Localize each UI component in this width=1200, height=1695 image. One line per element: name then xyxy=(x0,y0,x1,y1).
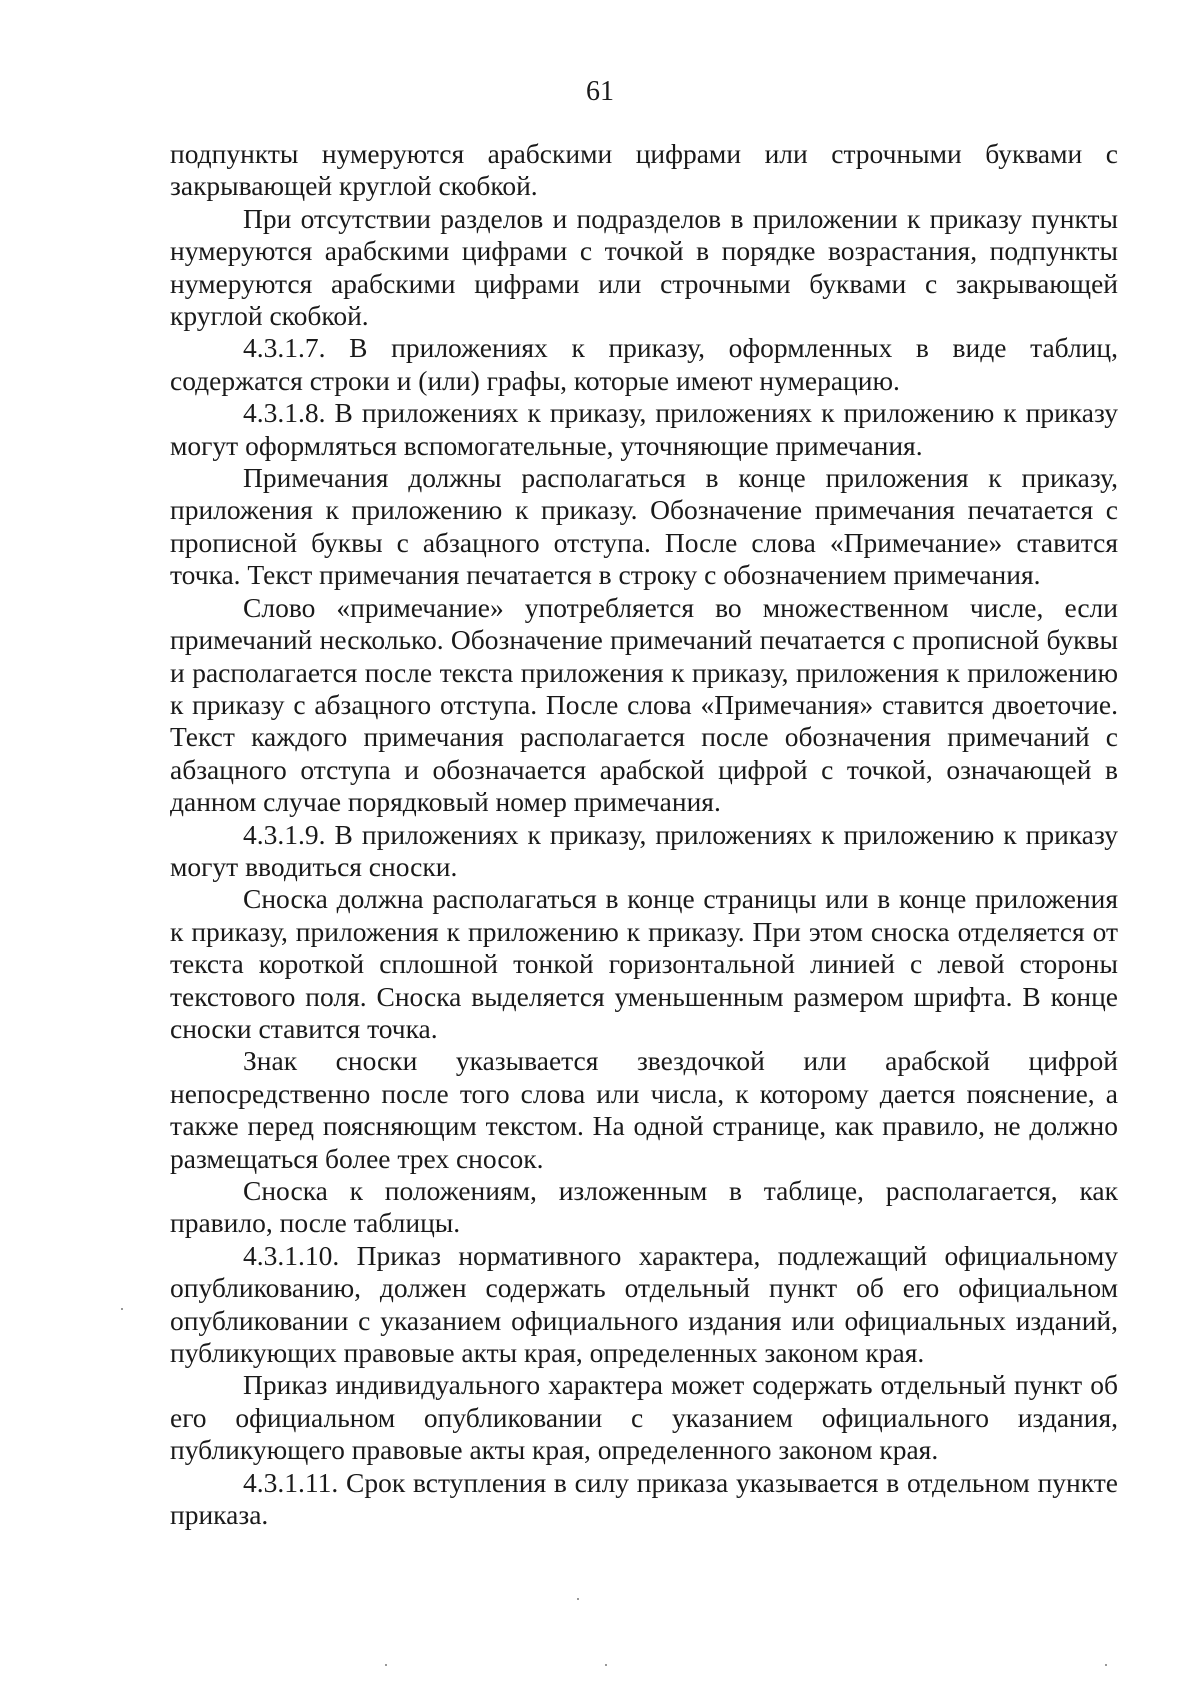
paragraph-footnote-table: Сноска к положениям, изложенным в таблице, располагается, как правило, после таблицы. xyxy=(170,1175,1118,1239)
page-number: 61 xyxy=(586,76,614,107)
scan-speck xyxy=(577,1598,579,1600)
paragraph-notes-placement: Примечания должны располагаться в конце приложения к приказу, приложения к приложению к приказу. Обозначение примечания печатается с прописной буквы с абзацного отступа. После слова «Примечание» ставится точка. Текст примечания печатается в строку с обозначением примечания. xyxy=(170,462,1118,591)
scan-speck xyxy=(385,1664,387,1666)
paragraph-no-sections-numbering: При отсутствии разделов и подразделов в приложении к приказу пункты нумеруются арабскими цифрами с точкой в порядке возрастания, подпункты нумеруются арабскими цифрами или строчными буквами с закрывающей круглой скобкой. xyxy=(170,202,1118,332)
scan-speck xyxy=(605,1664,607,1666)
paragraph-footnote-sign: Знак сноски указывается звездочкой или арабской цифрой непосредственно после того слова или числа, к которому дается пояснение, а также перед поясняющим текстом. На одной странице, как правило, не должно размещаться более трех сносок. xyxy=(170,1045,1118,1174)
paragraph-4-3-1-7: 4.3.1.7. В приложениях к приказу, оформленных в виде таблиц, содержатся строки и (или) графы, которые имеют нумерацию. xyxy=(170,332,1118,396)
paragraph-4-3-1-8: 4.3.1.8. В приложениях к приказу, приложениях к приложению к приказу могут оформляться вспомогательные, уточняющие примечания. xyxy=(170,397,1118,461)
paragraph-4-3-1-10: 4.3.1.10. Приказ нормативного характера, подлежащий официальному опубликованию, должен содержать отдельный пункт об его официальном опубликовании с указанием официального издания или официальных изданий, публикующих правовые акты края, определенных законом края. xyxy=(170,1239,1118,1369)
paragraph-4-3-1-9: 4.3.1.9. В приложениях к приказу, приложениях к приложению к приказу могут вводиться сноски. xyxy=(170,818,1118,882)
paragraph-subitems-continuation: подпункты нумеруются арабскими цифрами или строчными буквами с закрывающей круглой скобкой. xyxy=(170,138,1118,202)
scan-speck xyxy=(121,1308,123,1310)
paragraph-individual-order: Приказ индивидуального характера может содержать отдельный пункт об его официальном опубликовании с указанием официального издания, публикующего правовые акты края, определенного законом края. xyxy=(170,1369,1118,1466)
scan-speck xyxy=(1105,1664,1107,1666)
document-body xyxy=(170,138,1118,1531)
paragraph-footnote-placement: Сноска должна располагаться в конце страницы или в конце приложения к приказу, приложения к приложению к приказу. При этом сноска отделяется от текста короткой сплошной тонкой горизонтальной линией с левой стороны текстового поля. Сноска выделяется уменьшенным размером шрифта. В конце сноски ставится точка. xyxy=(170,883,1118,1044)
paragraph-notes-plural: Слово «примечание» употребляется во множественном числе, если примечаний несколько. Обозначение примечаний печатается с прописной буквы и располагается после текста приложения к приказу, приложения к приложению к приказу с абзацного отступа. После слова «Примечания» ставится двоеточие. Текст каждого примечания располагается после обозначения примечаний с абзацного отступа и обозначается арабской цифрой с точкой, означающей в данном случае порядковый номер примечания. xyxy=(170,591,1118,818)
paragraph-4-3-1-11: 4.3.1.11. Срок вступления в силу приказа указывается в отдельном пункте приказа. xyxy=(170,1466,1118,1531)
